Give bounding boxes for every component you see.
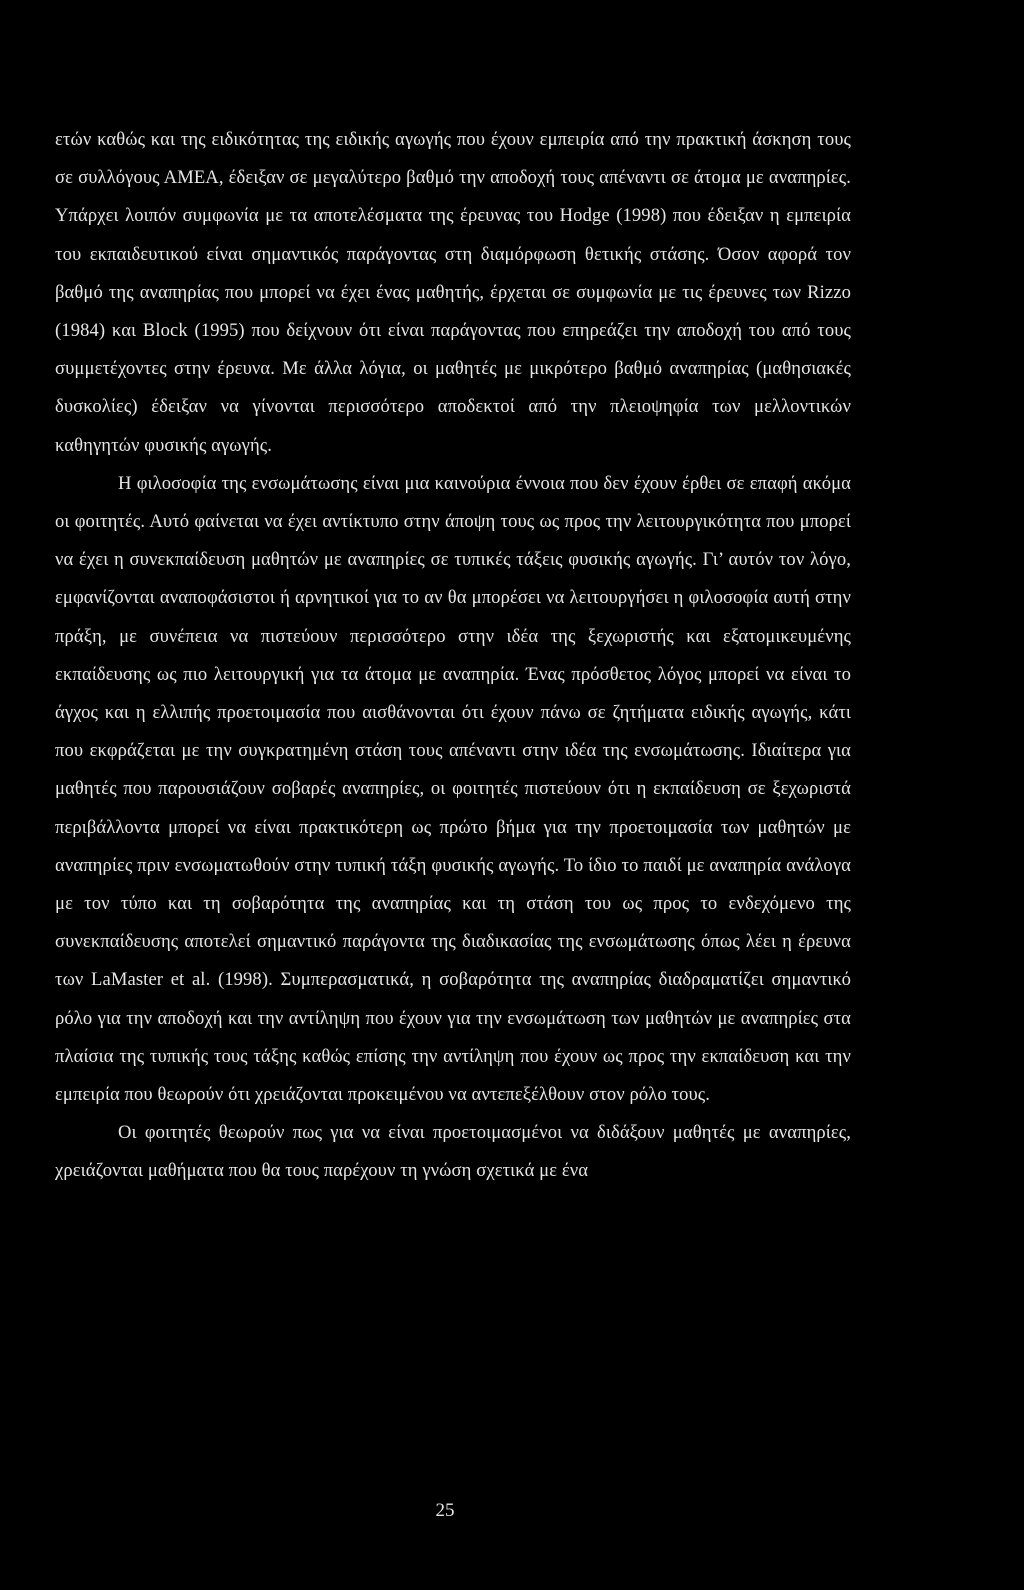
page-number: 25 <box>435 1500 455 1521</box>
document-body <box>55 121 851 1191</box>
paragraph-continuation: ετών καθώς και της ειδικότητας της ειδικής αγωγής που έχουν εμπειρία από την πρακτική άσκηση τους σε συλλόγους ΑΜΕΑ, έδειξαν σε μεγαλύτερο βαθμό την αποδοχή τους απέναντι σε άτομα με αναπηρίες. Υπάρχει λοιπόν συμφωνία με τα αποτελέσματα της έρευνας του Hodge (1998) που έδειξαν η εμπειρία του εκπαιδευτικού είναι σημαντικός παράγοντας στη διαμόρφωση θετικής στάσης. Όσον αφορά τον βαθμό της αναπηρίας που μπορεί να έχει ένας μαθητής, έρχεται σε συμφωνία με τις έρευνες των Rizzo (1984) και Block (1995) που δείχνουν ότι είναι παράγοντας που επηρεάζει την αποδοχή του από τους συμμετέχοντες στην έρευνα. Με άλλα λόγια, οι μαθητές με μικρότερο βαθμό αναπηρίας (μαθησιακές δυσκολίες) έδειξαν να γίνονται περισσότερο αποδεκτοί από την πλειοψηφία των μελλοντικών καθηγητών φυσικής αγωγής. <box>55 129 851 456</box>
paragraph-student-preparation: Οι φοιτητές θεωρούν πως για να είναι προετοιμασμένοι να διδάξουν μαθητές με αναπηρίες, χρειάζονται μαθήματα που θα τους παρέχουν τη γνώση σχετικά με ένα <box>55 1122 851 1182</box>
paragraph-inclusion-philosophy: Η φιλοσοφία της ενσωμάτωσης είναι μια καινούρια έννοια που δεν έχουν έρθει σε επαφή ακόμα οι φοιτητές. Αυτό φαίνεται να έχει αντίκτυπο στην άποψη τους ως προς την λειτουργικότητα που μπορεί να έχει η συνεκπαίδευση μαθητών με αναπηρίες σε τυπικές τάξεις φυσικής αγωγής. Γι’ αυτόν τον λόγο, εμφανίζονται αναποφάσιστοι ή αρνητικοί για το αν θα μπορέσει να λειτουργήσει η φιλοσοφία αυτή στην πράξη, με συνέπεια να πιστεύουν περισσότερο στην ιδέα της ξεχωριστής και εξατομικευμένης εκπαίδευσης ως πιο λειτουργική για τα άτομα με αναπηρία. Ένας πρόσθετος λόγος μπορεί να είναι το άγχος και η ελλιπής προετοιμασία που αισθάνονται ότι έχουν πάνω σε ζητήματα ειδικής αγωγής, κάτι που εκφράζεται με την συγκρατημένη στάση τους απέναντι στην ιδέα της ενσωμάτωσης. Ιδιαίτερα για μαθητές που παρουσιάζουν σοβαρές αναπηρίες, οι φοιτητές πιστεύουν ότι η εκπαίδευση σε ξεχωριστά περιβάλλοντα μπορεί να είναι πρακτικότερη ως πρώτο βήμα για την προετοιμασία των μαθητών με αναπηρίες πριν ενσωματωθούν στην τυπική τάξη φυσικής αγωγής. Το ίδιο το παιδί με αναπηρία ανάλογα με τον τύπο και τη σοβαρότητα της αναπηρίας και τη στάση του ως προς το ενδεχόμενο της συνεκπαίδευσης αποτελεί σημαντικό παράγοντα της διαδικασίας της ενσωμάτωσης όπως λέει η έρευνα των LaMaster et al. (1998). Συμπερασματικά, η σοβαρότητα της αναπηρίας διαδραματίζει σημαντικό ρόλο για την αποδοχή και την αντίληψη που έχουν για την ενσωμάτωση των μαθητών με αναπηρίες στα πλαίσια της τυπικής τους τάξης καθώς επίσης την αντίληψη που έχουν ως προς την εκπαίδευση και την εμπειρία που θεωρούν ότι χρειάζονται προκειμένου να αντεπεξέλθουν στον ρόλο τους. <box>55 472 851 1106</box>
